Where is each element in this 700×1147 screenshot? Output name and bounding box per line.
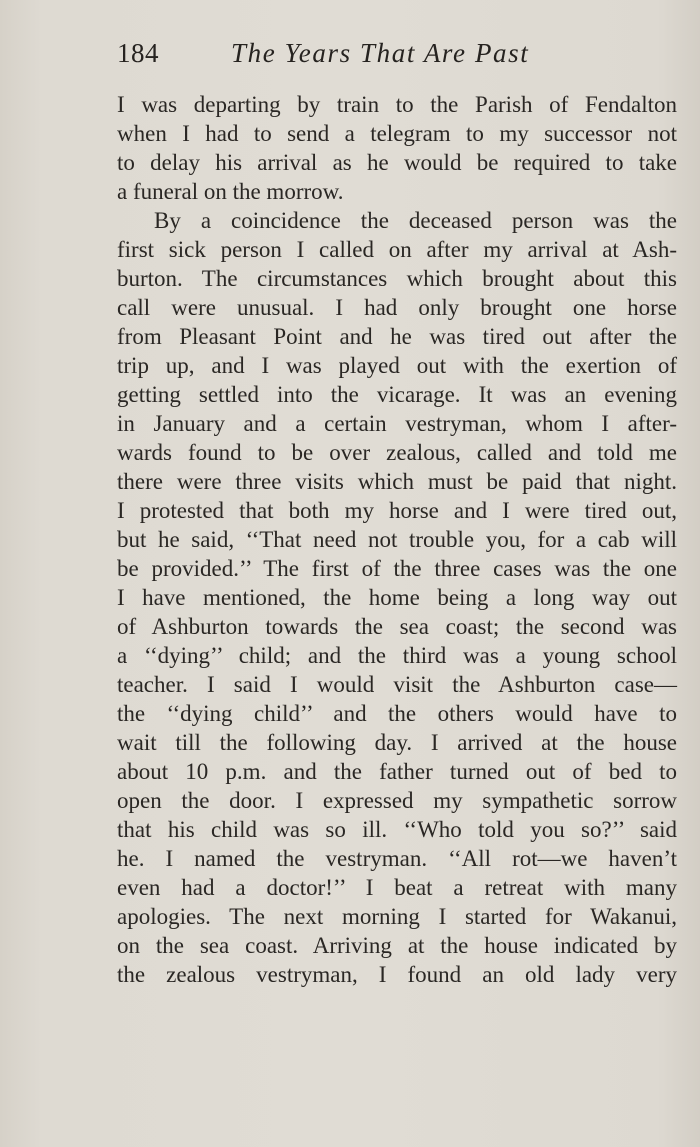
text-line: be provided.’’ The first of the three cases was the one: [117, 556, 677, 581]
text-line: call were unusual. I had only brought one horse: [117, 295, 677, 320]
text-line: a funeral on the morrow.: [117, 179, 344, 204]
text-line: wards found to be over zealous, called and told me: [117, 440, 677, 465]
text-line: to delay his arrival as he would be required to take: [117, 150, 677, 175]
text-line: but he said, ‘‘That need not trouble you, for a cab will: [117, 527, 677, 552]
text-line: wait till the following day. I arrived at the house: [117, 730, 677, 755]
text-line: a ‘‘dying’’ child; and the third was a young school: [117, 643, 677, 668]
text-line: I was departing by train to the Parish of Fendalton: [117, 92, 677, 117]
body-text: [117, 90, 677, 989]
text-line: about 10 p.m. and the father turned out of bed to: [117, 759, 677, 784]
text-line: apologies. The next morning I started for Wakanui,: [117, 904, 677, 929]
text-line: getting settled into the vicarage. It was an evening: [117, 382, 677, 407]
text-line: even had a doctor!’’ I beat a retreat with many: [117, 875, 677, 900]
text-line: I have mentioned, the home being a long way out: [117, 585, 677, 610]
text-line: first sick person I called on after my arrival at Ash-: [117, 237, 677, 262]
text-line: he. I named the vestryman. ‘‘All rot—we haven’t: [117, 846, 677, 871]
text-line: of Ashburton towards the sea coast; the second was: [117, 614, 677, 639]
text-line: teacher. I said I would visit the Ashburton case—: [117, 672, 677, 697]
text-line: trip up, and I was played out with the exertion of: [117, 353, 677, 378]
text-line: open the door. I expressed my sympathetic sorrow: [117, 788, 677, 813]
text-line: I protested that both my horse and I were tired out,: [117, 498, 677, 523]
text-line: that his child was so ill. ‘‘Who told you so?’’ said: [117, 817, 677, 842]
text-line: in January and a certain vestryman, whom I after-: [117, 411, 677, 436]
text-line: the ‘‘dying child’’ and the others would have to: [117, 701, 677, 726]
text-line: By a coincidence the deceased person was the: [154, 208, 677, 233]
page-header: [117, 38, 577, 78]
running-title: The Years That Are Past: [231, 38, 530, 68]
text-line: there were three visits which must be paid that night.: [117, 469, 677, 494]
text-line: when I had to send a telegram to my successor not: [117, 121, 677, 146]
text-line: on the sea coast. Arriving at the house indicated by: [117, 933, 677, 958]
page-number: 184: [117, 38, 159, 68]
text-line: burton. The circumstances which brought about this: [117, 266, 677, 291]
text-line: the zealous vestryman, I found an old lady very: [117, 962, 677, 987]
text-line: from Pleasant Point and he was tired out after the: [117, 324, 677, 349]
